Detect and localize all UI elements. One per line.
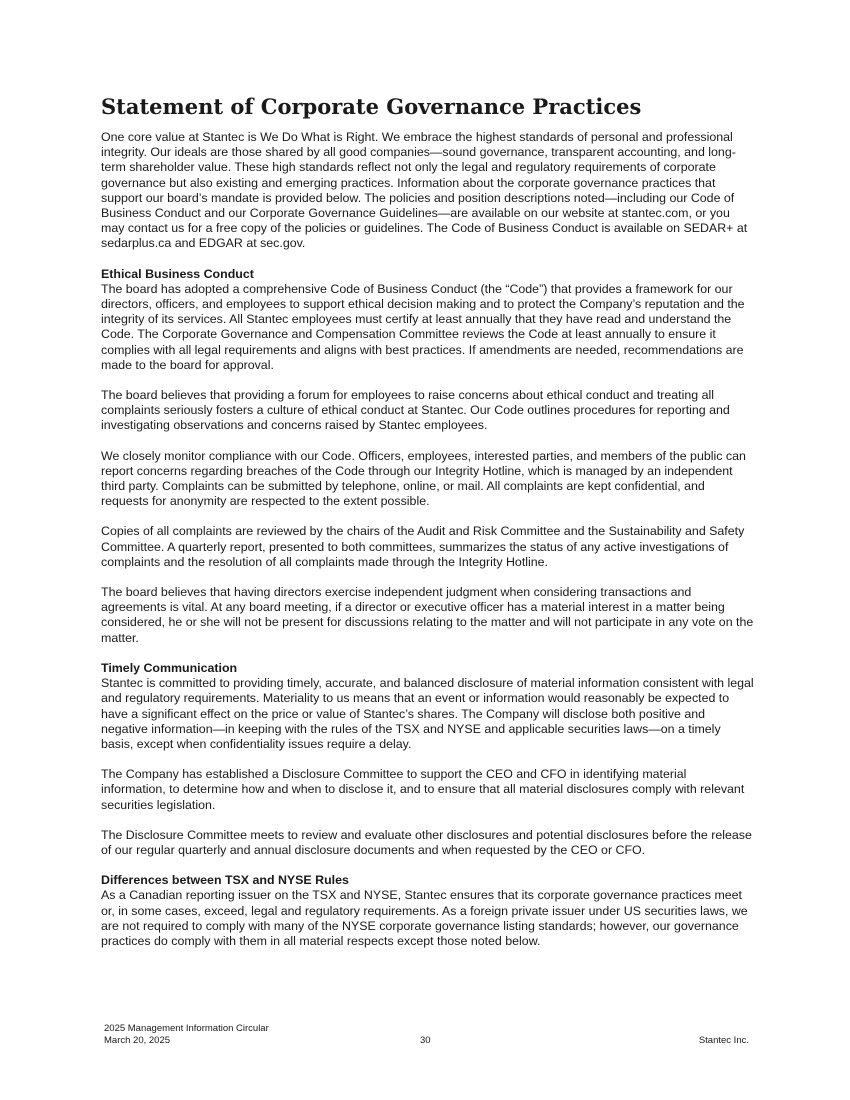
section-heading-ethical-business-conduct: Ethical Business Conduct xyxy=(101,266,254,281)
section-paragraph-text: The board has adopted a comprehensive Code of Business Conduct (the “Code”) that provides a framework for our directors, officers, and employees to support ethical decision making and to protect the Company’s reputation and the integrity of its services. All Stantec employees must certify at least annually that they have read and understand the Code. The Corporate Governance and Compensation Committee reviews the Code at least annually to ensure it complies with all legal requirements and aligns with best practices. If amendments are needed, recommendations are made to the board for approval. xyxy=(101,281,745,372)
section-ethical-business-conduct-para-4: Copies of all complaints are reviewed by the chairs of the Audit and Risk Committee and the Sustainability and Safety Committee. A quarterly report, presented to both committees, summarizes the status of any active investigations of complaints and the resolution of all complaints made through the Integrity Hotline. xyxy=(101,524,745,569)
section-paragraph-text: As a Canadian reporting issuer on the TSX and NYSE, Stantec ensures that its corporate governance practices meet or, in some cases, exceed, legal and regulatory requirements. As a foreign private issuer under US securities laws, we are not required to comply with many of the NYSE corporate governance listing standards; however, our governance practices do comply with them in all material respects except those noted below. xyxy=(101,888,748,948)
footer-document-name: 2025 Management Information Circular xyxy=(104,1023,269,1034)
section-heading-tsx-nyse-differences: Differences between TSX and NYSE Rules xyxy=(101,873,349,888)
page-footer xyxy=(104,1023,749,1047)
section-heading-timely-communication: Timely Communication xyxy=(101,660,238,675)
section-ethical-business-conduct-para-2: The board believes that providing a forum for employees to raise concerns about ethical conduct and treating all complaints seriously fosters a culture of ethical conduct at Stantec. Our Code outlines procedures for reporting and investigating observations and concerns raised by Stantec employees. xyxy=(101,388,730,433)
section-ethical-business-conduct-para-1 xyxy=(101,267,754,373)
section-tsx-nyse-differences-para-1 xyxy=(101,873,754,949)
footer-document-info xyxy=(104,1023,269,1046)
section-timely-communication-para-3: The Disclosure Committee meets to review and evaluate other disclosures and potential disclosures before the release of our regular quarterly and annual disclosure documents and when requested by the CEO or CFO. xyxy=(101,827,752,857)
document-body xyxy=(101,130,754,964)
section-ethical-business-conduct-para-5: The board believes that having directors exercise independent judgment when considering transactions and agreements is vital. At any board meeting, if a director or executive officer has a material interest in a matter being considered, he or she will not be present for discussions relating to the matter and will not participate in any vote on the matter. xyxy=(101,585,754,645)
section-paragraph-text: Stantec is committed to providing timely, accurate, and balanced disclosure of material information consistent with legal and regulatory requirements. Materiality to us means that an event or information would reasonably be expected to have a significant effect on the price or value of Stantec’s shares. The Company will disclose both positive and negative information—in keeping with the rules of the TSX and NYSE and applicable securities laws—on a timely basis, except when confidentiality issues require a delay. xyxy=(101,676,754,751)
footer-date: March 20, 2025 xyxy=(104,1034,171,1046)
footer-page-number: 30 xyxy=(420,1034,431,1046)
section-timely-communication-para-1 xyxy=(101,661,754,752)
page-title: Statement of Corporate Governance Practices xyxy=(101,94,642,119)
section-timely-communication-para-2: The Company has established a Disclosure Committee to support the CEO and CFO in identifying material information, to determine how and when to disclose it, and to ensure that all material disclosures comply with relevant securities legislation. xyxy=(101,767,745,812)
footer-company: Stantec Inc. xyxy=(698,1034,749,1046)
section-ethical-business-conduct-para-3: We closely monitor compliance with our Code. Officers, employees, interested parties, and members of the public can report concerns regarding breaches of the Code through our Integrity Hotline, which is managed by an independent third party. Complaints can be submitted by telephone, online, or mail. All complaints are kept confidential, and requests for anonymity are respected to the extent possible. xyxy=(101,448,746,509)
intro-paragraph: One core value at Stantec is We Do What is Right. We embrace the highest standards of personal and professional integrity. Our ideals are those shared by all good companies—sound governance, transparent accounting, and long-term shareholder value. These high standards reflect not only the legal and regulatory requirements of corporate governance but also existing and emerging practices. Information about the corporate governance practices that support our board’s mandate is provided below. The policies and position descriptions noted—including our Code of Business Conduct and our Corporate Governance Guidelines—are available on our website at stantec.com, or you may contact us for a free copy of the policies or guidelines. The Code of Business Conduct is available on SEDAR+ at sedarplus.ca and EDGAR at sec.gov. xyxy=(101,130,748,251)
